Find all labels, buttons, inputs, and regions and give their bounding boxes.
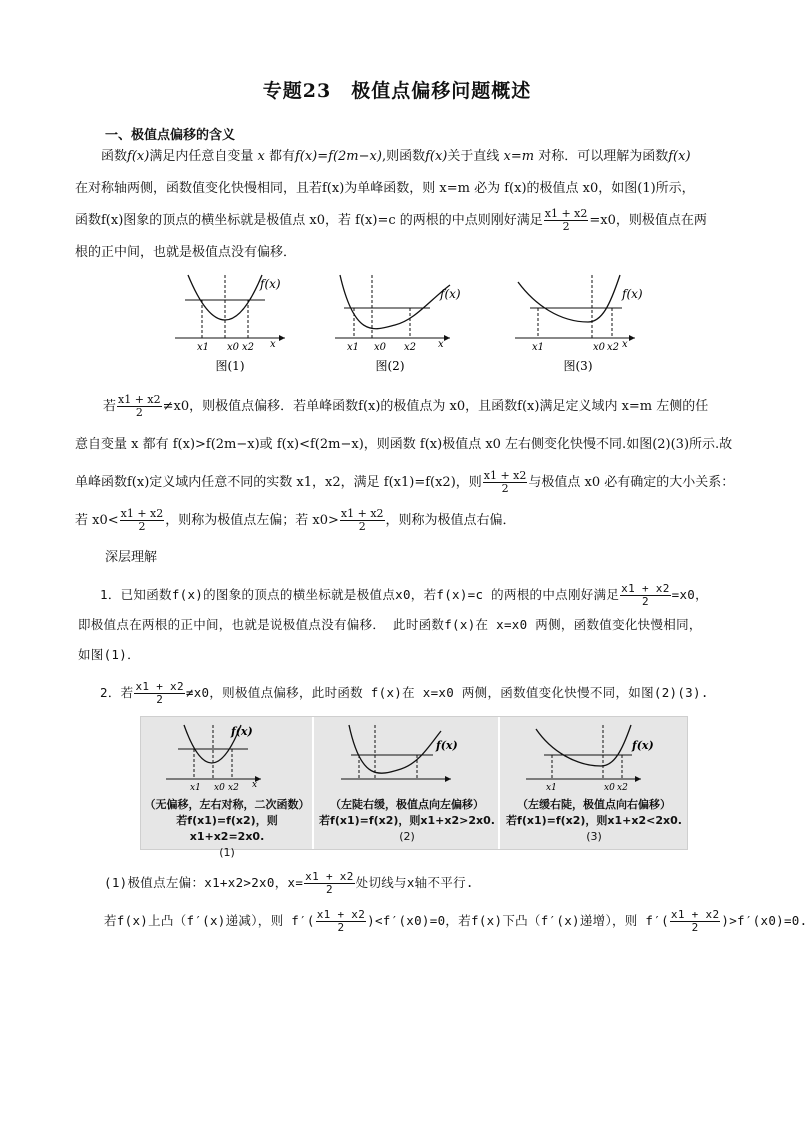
paragraph-offset [75,388,735,540]
para2-line1: 若 $\frac{x1 + x2}{2}$ ≠x0，则极值点偏移．若单峰函数f(x)的极值点为 x0，且函数f(x)满足定义域内 x=m 左侧的任 [103,393,709,419]
fx-label-2: f(x) [440,287,461,301]
para1-line4: 根的正中间，也就是极值点没有偏移． [75,245,297,260]
svg-text:x: x [622,339,628,350]
svg-text:x1: x1 [546,783,557,793]
svg-text:f(x): f(x) [436,739,458,752]
svg-text:x2: x2 [607,342,620,353]
svg-text:f(x): f(x) [632,739,654,752]
svg-text:x: x [438,339,444,350]
panel-graph-1 [166,725,261,793]
svg-text:x2: x2 [404,342,417,353]
svg-text:x: x [270,339,276,350]
svg-text:x2: x2 [242,342,255,353]
figure-1-caption: 图(1) [215,359,245,373]
page-title: 专题23 极值点偏移问题概述 [262,80,532,102]
para2-line4: 若 x0< $\frac{x1 + x2}{2}$ ，则称为极值点左偏；若 x0> $\frac{x1 + x2}{2}$ ，则称为极值点右偏． [75,507,516,533]
svg-text:x0: x0 [604,783,615,793]
figure-2 [335,275,461,373]
svg-text:x0: x0 [227,342,240,353]
svg-text:x1: x1 [190,783,201,793]
svg-text:x0: x0 [374,342,387,353]
panel-graphs [141,717,687,793]
section-heading: 一、极值点偏移的含义 [105,128,236,143]
svg-text:x0: x0 [214,783,225,793]
fx-label-3: f(x) [622,287,643,301]
svg-text:x1: x1 [532,342,545,353]
figure-3-caption: 图(3) [563,359,593,373]
svg-text:x2: x2 [228,783,239,793]
panel-graph-2 [341,725,458,782]
figure-2-caption: 图(2) [375,359,405,373]
para1-line3: 函数f(x)图象的顶点的横坐标就是极值点 x0，若 f(x)=c 的两根的中点则刚好满足 $\frac{x1 + x2}{2}$ =x0，则极值点在两 [75,207,707,233]
para1-line2: 在对称轴两侧，函数值变化快慢相同，且若f(x)为单峰函数，则 x=m 必为 f(x)的极值点 x0，如图(1)所示， [75,181,695,196]
svg-text:x: x [252,780,258,790]
svg-text:x1: x1 [197,342,210,353]
figure-panels [140,716,688,859]
figures-row [170,270,690,380]
panel-graph-3 [526,725,654,793]
panel-caption-2: （左陡右缓，极值点向左偏移） 若f(x1)=f(x2)，则x1+x2>2x0. (2) [319,798,495,843]
para2-line3: 单峰函数f(x)定义域内任意不同的实数 x1，x2，满足 f(x1)=f(x2)，则 $\frac{x1 + x2}{2}$ 与极值点 x0 必有确定的大小关系： [75,469,735,495]
fraction: $\frac{x1 + x2}{2}$ [544,207,588,233]
figure-1 [175,275,285,373]
deep-paragraph: 1．已知函数f(x)的图象的顶点的横坐标就是极值点x0，若f(x)=c 的两根的中点刚好满足 $\frac{x1 + x2}{2}$ =x0， 即极值点在两根的正中间，也就是说极值点没有偏移． 此时函数f(x)在 x=x0 两侧，函数值变化快慢相同， 如图(1)． 2．若 $\frac{x1 + x2}{2}$ ≠x0，则极值点偏移，此时函数 f(x)在 x=x0 两侧，函数值变化快慢不同，如图(2)(3). [78,582,709,706]
svg-text:x1: x1 [347,342,360,353]
paragraph-definition [75,141,723,269]
figure-3 [515,275,643,373]
svg-text:x0: x0 [593,342,606,353]
para2-line2: 意自变量 x 都有 f(x)>f(2m−x)或 f(x)<f(2m−x)，则函数 f(x)极值点 x0 左右侧变化快慢不同.如图(2)(3)所示.故 [75,437,733,452]
svg-text:x2: x2 [617,783,628,793]
para1-line1: 函数f(x)满足内任意自变量 x 都有f(x)=f(2m−x),则函数f(x)关于直线 x=m 对称．可以理解为函数f(x) [101,149,691,164]
svg-text:f(x): f(x) [231,725,253,738]
deep-understanding-label: 深层理解 [105,550,158,565]
left-offset-section: (1)极值点左偏：x1+x2>2x0，x= $\frac{x1 + x2}{2}$ 处切线与x轴不平行. 若f(x)上凸（f′(x)递减），则 f′( $\frac{x1 + x2}{2}$ )<f′(x0)=0，若f(x)下凸（f′(x)递增），则 f′( $\frac{x1 + x2}{2}$ )>f′(x0)=0. [104,870,807,934]
panel-caption-3: （左缓右陡，极值点向右偏移） 若f(x1)=f(x2)，则x1+x2<2x0. (3) [506,798,682,843]
fx-label-1: f(x) [260,277,281,291]
panel-caption-1: （无偏移，左右对称，二次函数） 若f(x1)=f(x2)，则x1+x2=2x0. (1) [144,798,310,859]
